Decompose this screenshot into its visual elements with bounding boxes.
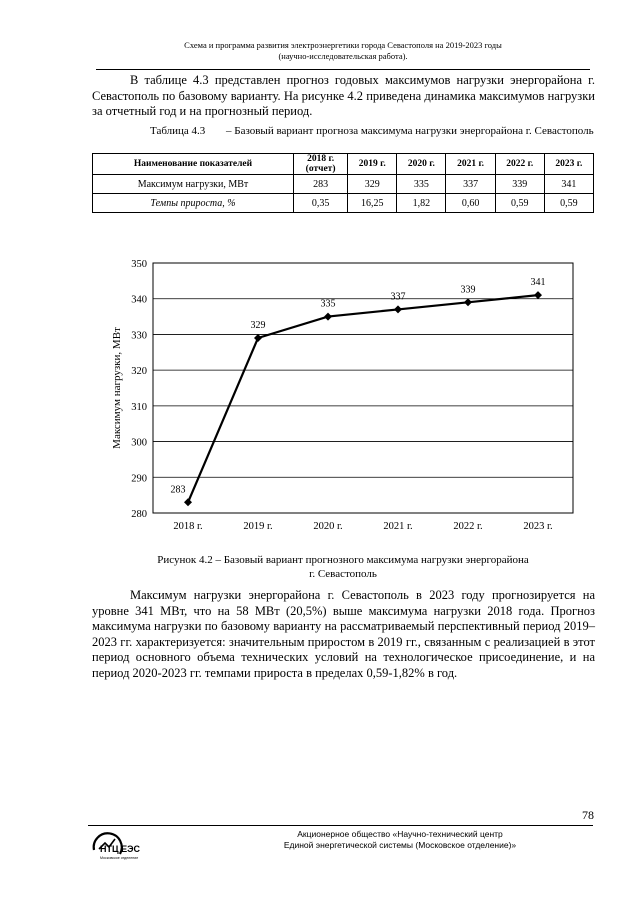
table-header-cell: 2021 г. (446, 154, 495, 175)
y-tick-label: 350 (131, 259, 147, 270)
table-header-cell (294, 154, 348, 175)
header-line-1: Схема и программа развития электроэнергетики города Севастополя на 2019-2023 годы (184, 40, 502, 50)
data-label: 337 (390, 291, 406, 303)
table-row (93, 175, 594, 194)
load-forecast-chart (100, 255, 590, 540)
data-point (394, 305, 402, 313)
footer-organization (210, 829, 590, 851)
table-cell: 335 (397, 175, 446, 194)
y-tick-label: 310 (131, 401, 147, 413)
table-cell: Темпы прироста, % (93, 194, 294, 213)
table-header-cell: 2022 г. (495, 154, 544, 175)
x-tick-label: 2019 г. (243, 521, 273, 532)
table-cell: Максимум нагрузки, МВт (93, 175, 294, 194)
table-cell: 1,82 (397, 194, 446, 213)
data-point (464, 298, 472, 306)
x-tick-label: 2018 г. (173, 521, 203, 532)
y-tick-label: 340 (131, 294, 147, 306)
table-cell: 0,59 (495, 194, 544, 213)
logo-subtext: Московское отделение (100, 856, 139, 860)
footer-line-1: Акционерное общество «Научно-технический центр (297, 829, 503, 839)
header-report-note: (отчет) (305, 164, 336, 174)
table-caption (150, 125, 600, 138)
data-point (324, 313, 332, 321)
footer-rule (88, 825, 593, 826)
document-header (96, 40, 590, 62)
table-header-row (93, 154, 594, 175)
table-cell: 341 (544, 175, 593, 194)
table-cell: 16,25 (348, 194, 397, 213)
table-header-cell: 2023 г. (544, 154, 593, 175)
table-cell: 0,59 (544, 194, 593, 213)
y-tick-label: 280 (131, 509, 147, 520)
table-row (93, 194, 594, 213)
x-tick-label: 2023 г. (523, 521, 553, 532)
table-cell: 329 (348, 175, 397, 194)
data-point (254, 334, 262, 342)
header-rule (96, 69, 590, 70)
y-tick-label: 320 (131, 366, 147, 378)
table-caption-text: – Базовый вариант прогноза максимума нагрузки энергорайона г. Севастополь (226, 125, 594, 137)
figure-caption-line-1: Рисунок 4.2 – Базовый вариант прогнозного максимума нагрузки энергорайона (157, 554, 529, 566)
header-year-2018: 2018 г. (307, 154, 335, 164)
header-line-2: (научно-исследовательская работа). (278, 51, 408, 61)
x-tick-label: 2021 г. (383, 521, 413, 532)
paragraph-summary: Максимум нагрузки энергорайона г. Севастополь в 2023 году прогнозируется на уровне 341 МВт, что на 58 МВт (20,5%) выше максимума нагрузки 2018 года. Прогноз максимума нагрузки по базовому варианту на рассматриваемый перспективный период 2019–2023 гг. характеризуется: значительным приростом в 2019 гг., связанным с реализацией в этот период основного объема технических условий на технологическое присоединение, и на период 2020-2023 гг. темпами прироста в пределах 0,59-1,82% в год. (92, 588, 595, 680)
data-label: 339 (460, 284, 476, 296)
y-tick-label: 290 (131, 473, 147, 485)
data-label: 335 (320, 298, 336, 310)
paragraph-intro: В таблице 4.3 представлен прогноз годовых максимумов нагрузки энергорайона г. Севастополь по базовому варианту. На рисунке 4.2 приведена динамика максимумов нагрузки за отчетный год и на прогнозный период. (92, 73, 595, 118)
y-tick-label: 330 (131, 330, 147, 342)
data-point (184, 498, 192, 506)
series-line (188, 295, 538, 502)
ntc-ees-logo (90, 828, 200, 864)
table-cell: 339 (495, 175, 544, 194)
y-tick-label: 300 (131, 437, 147, 449)
data-label: 283 (170, 484, 186, 496)
logo-text: НТЦ ЕЭС (100, 844, 140, 854)
x-tick-label: 2020 г. (313, 521, 343, 532)
forecast-table (92, 153, 594, 213)
data-label: 329 (250, 320, 266, 331)
x-tick-label: 2022 г. (453, 521, 483, 532)
page-number: 78 (582, 808, 594, 822)
table-caption-number: Таблица 4.3 (150, 125, 206, 137)
figure-caption (92, 553, 594, 581)
footer-line-2: Единой энергетической системы (Московское отделение)» (283, 840, 517, 850)
table-header-cell: 2020 г. (397, 154, 446, 175)
table-cell: 0,35 (294, 194, 348, 213)
table-header-cell: Наименование показателей (93, 154, 294, 175)
data-label: 341 (530, 277, 546, 289)
data-point (534, 291, 542, 299)
table-header-cell: 2019 г. (348, 154, 397, 175)
table-cell: 0,60 (446, 194, 495, 213)
figure-caption-line-2: г. Севастополь (309, 568, 377, 580)
plot-area-border (153, 263, 573, 513)
y-axis-label: Максимум нагрузки, МВт (111, 327, 123, 449)
table-cell: 283 (294, 175, 348, 194)
table-cell: 337 (446, 175, 495, 194)
